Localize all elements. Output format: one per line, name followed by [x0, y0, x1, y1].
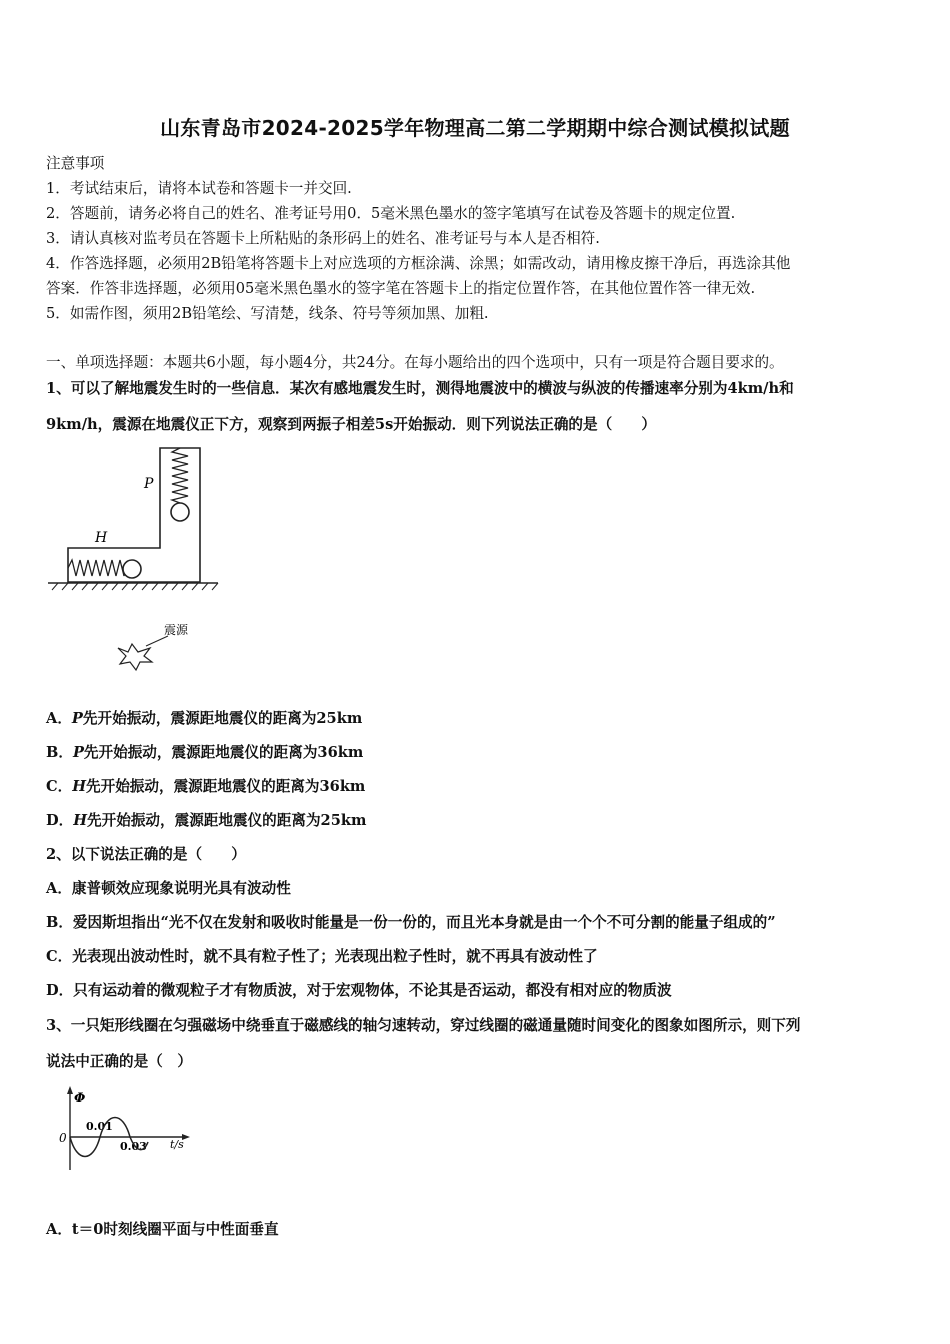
notice-item: 4．作答选择题，必须用2B铅笔将答题卡上对应选项的方框涂满、涂黑；如需改动，请用橡皮擦干净后，再选涂其他	[46, 255, 791, 272]
question-2-stem: 2、以下说法正确的是（ ）	[46, 846, 246, 863]
question-1-option-c: C．H先开始振动，震源距地震仪的距离为36km	[46, 778, 366, 795]
label-source: 震源	[164, 623, 189, 637]
tick-label-0-01: 0.01	[86, 1120, 113, 1133]
question-1-option-b: B．P先开始振动，震源距地震仪的距离为36km	[46, 744, 364, 761]
notice-item: 5．如需作图，须用2B铅笔绘、写清楚，线条、符号等须加黑、加粗.	[46, 305, 489, 322]
origin-label: 0	[59, 1131, 67, 1145]
tick-label-0-03: 0.03	[120, 1140, 147, 1153]
question-2-option-c: C．光表现出波动性时，就不具有粒子性了；光表现出粒子性时，就不再具有波动性了	[46, 948, 598, 965]
seismometer-figure	[40, 440, 230, 680]
notice-item: 3．请认真核对监考员在答题卡上所粘贴的条形码上的姓名、准考证号与本人是否相符.	[46, 230, 600, 247]
question-1-option-d: D．H先开始振动，震源距地震仪的距离为25km	[46, 812, 367, 829]
question-3-stem: 说法中正确的是（ ）	[46, 1053, 192, 1070]
notice-item: 2．答题前，请务必将自己的姓名、准考证号用0．5毫米黑色墨水的签字笔填写在试卷及答题卡的规定位置.	[46, 205, 736, 222]
question-2-option-d: D．只有运动着的微观粒子才有物质波，对于宏观物体，不论其是否运动，都没有相对应的物质波	[46, 982, 672, 999]
question-1-stem: 9km/h，震源在地震仪正下方，观察到两振子相差5s开始振动．则下列说法正确的是（ ）	[46, 416, 656, 433]
flux-graph	[48, 1082, 228, 1174]
notice-item: 答案．作答非选择题，必须用05毫米黑色墨水的签字笔在答题卡上的指定位置作答，在其他位置作答一律无效.	[46, 280, 756, 297]
label-h: H	[95, 530, 108, 546]
notice-item: 1．考试结束后，请将本试卷和答题卡一并交回.	[46, 180, 352, 197]
question-1-stem: 1、可以了解地震发生时的一些信息．某次有感地震发生时，测得地震波中的横波与纵波的传播速率分别为4km/h和	[46, 380, 794, 397]
page-title: 山东青岛市2024-2025学年物理高二第二学期期中综合测试模拟试题	[160, 116, 790, 140]
label-p: P	[144, 476, 154, 492]
question-3-stem: 3、一只矩形线圈在匀强磁场中绕垂直于磁感线的轴匀速转动，穿过线圈的磁通量随时间变化的图象如图所示，则下列	[46, 1017, 801, 1034]
question-2-option-a: A．康普顿效应现象说明光具有波动性	[46, 880, 291, 897]
question-1-option-a: A．P先开始振动，震源距地震仪的距离为25km	[46, 710, 363, 727]
x-axis-label: t/s	[170, 1138, 184, 1151]
section-heading: 一、单项选择题：本题共6小题，每小题4分，共24分。在每小题给出的四个选项中，只有一项是符合题目要求的。	[46, 354, 784, 371]
question-3-option-a: A．t＝0时刻线圈平面与中性面垂直	[46, 1221, 279, 1238]
y-axis-label: Φ	[74, 1091, 86, 1106]
notice-heading: 注意事项	[46, 155, 105, 172]
question-2-option-b: B．爱因斯坦指出“光不仅在发射和吸收时能量是一份一份的，而且光本身就是由一个个不可分割的能量子组成的”	[46, 914, 776, 931]
